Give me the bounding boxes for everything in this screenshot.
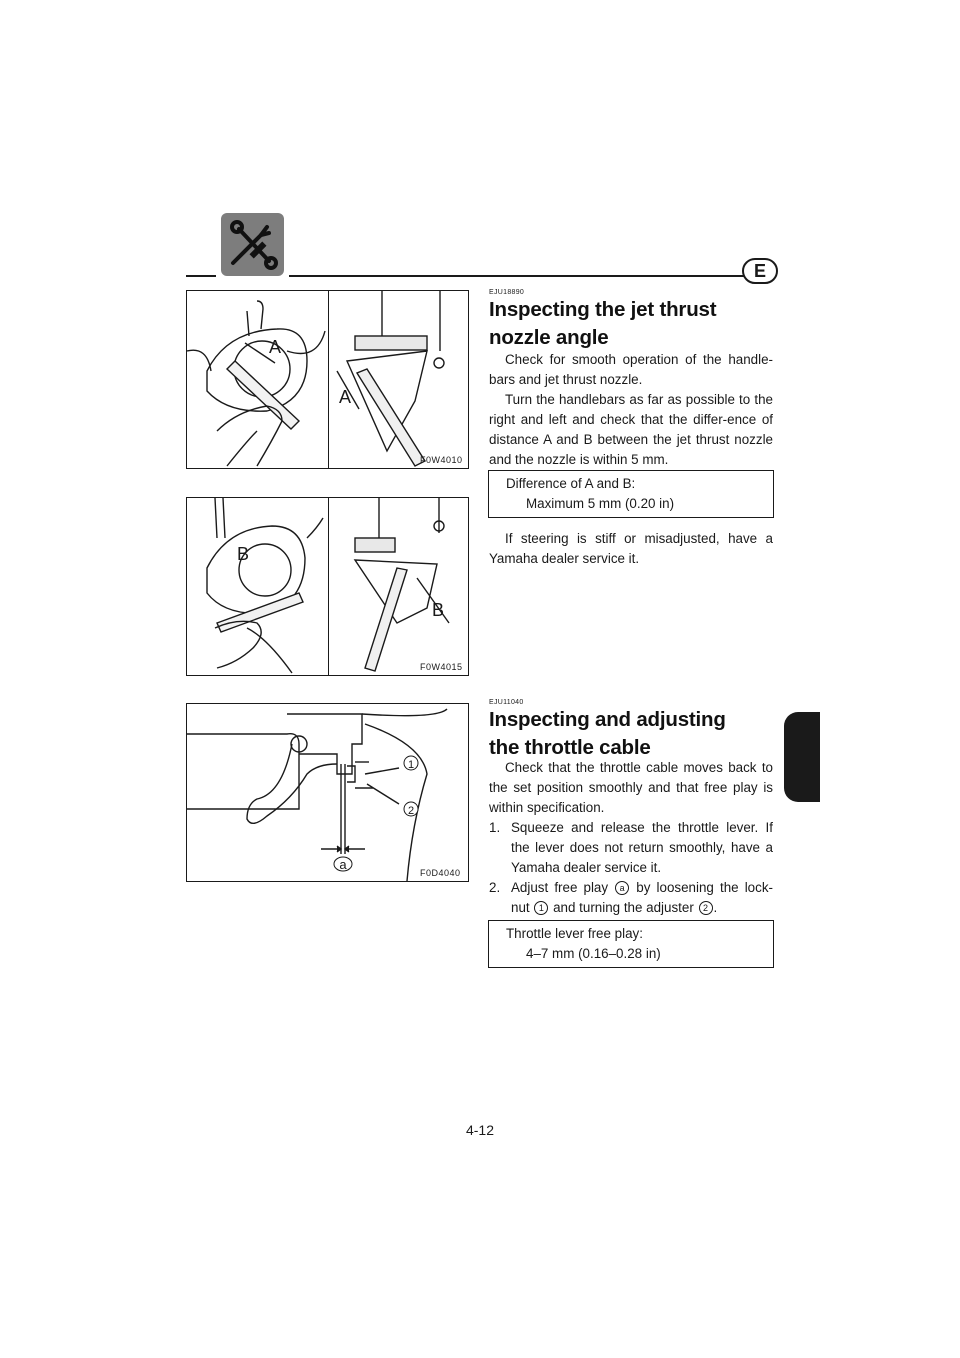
step-text: Adjust free play a by loosening the lock-nut 1 and turning the adjuster 2 . xyxy=(511,880,773,915)
callout-1: 1 xyxy=(407,759,415,771)
spec-value: Maximum 5 mm (0.20 in) xyxy=(526,496,675,511)
marker-a: a xyxy=(615,881,629,895)
figure-code: F0W4010 xyxy=(420,455,463,465)
step-2 xyxy=(489,878,773,918)
paragraph: Check for smooth operation of the handle-bars and jet thrust nozzle. xyxy=(489,352,773,387)
section-title: Inspecting the jet thrust nozzle angle xyxy=(489,298,717,349)
callout-a: a xyxy=(339,857,347,872)
label-a-left: A xyxy=(269,337,282,357)
marker-2: 2 xyxy=(699,901,713,915)
section-code: EJU11040 xyxy=(489,699,524,706)
figure-divider xyxy=(328,498,329,675)
spec-label: Throttle lever free play: xyxy=(506,926,643,941)
figure-code: F0D4040 xyxy=(420,868,461,878)
step-number: 1. xyxy=(489,820,501,835)
figure-code: F0W4015 xyxy=(420,662,463,672)
header-rule-left xyxy=(186,275,216,277)
spec-box xyxy=(488,920,774,968)
spec-box xyxy=(488,470,774,518)
spec-value: 4–7 mm (0.16–0.28 in) xyxy=(526,946,661,961)
paragraph: If steering is stiff or misadjusted, have a Yamaha dealer service it. xyxy=(489,531,773,566)
section-code: EJU18890 xyxy=(489,289,525,296)
figure-nozzle-angle-b xyxy=(186,497,469,676)
section-title: Inspecting and adjusting the throttle cable xyxy=(489,708,726,759)
step-text: Squeeze and release the throttle lever. If the lever does not return smoothly, have a Yamaha dealer service it. xyxy=(511,820,773,875)
chapter-tab-edge xyxy=(802,712,820,802)
step-1 xyxy=(489,818,773,878)
paragraph: Turn the handlebars as far as possible to the right and left and check that the differ-ence of distance A and B between the jet thrust nozzle and the nozzle is within 5 mm. xyxy=(489,392,773,467)
step-number: 2. xyxy=(489,880,501,895)
callout-2: 2 xyxy=(407,805,415,817)
language-badge: E xyxy=(742,258,778,284)
throttle-lever-illustration xyxy=(187,704,468,881)
label-a-right: A xyxy=(339,387,352,407)
marker-1: 1 xyxy=(534,901,548,915)
header-rule-right xyxy=(289,275,775,277)
label-b-left: B xyxy=(237,544,250,564)
figure-nozzle-angle-a xyxy=(186,290,469,469)
spec-label: Difference of A and B: xyxy=(506,476,636,491)
figure-divider xyxy=(328,291,329,468)
label-b-right: B xyxy=(432,600,445,620)
page-number: 4-12 xyxy=(465,1122,495,1138)
figure-throttle-lever xyxy=(186,703,469,882)
tools-icon xyxy=(221,213,284,276)
paragraph: Check that the throttle cable moves back to the set position smoothly and that free play is within specification. xyxy=(489,760,773,815)
